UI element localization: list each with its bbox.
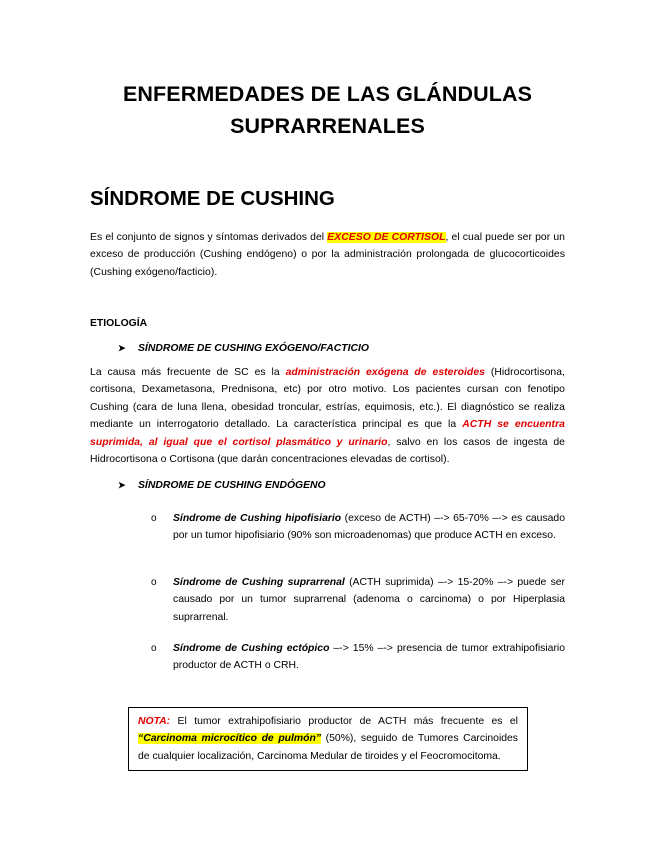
title-line-1: ENFERMEDADES DE LAS GLÁNDULAS bbox=[122, 82, 533, 106]
arrow-bullet-icon: ➤ bbox=[118, 343, 126, 353]
list-item-ectopico: Síndrome de Cushing ectópico –-> 15% –-> presencia de tumor extrahipofisiario productor de ACTH o CRH. bbox=[173, 643, 565, 672]
arrow-bullet-icon: ➤ bbox=[118, 480, 126, 490]
bullet-icon: o bbox=[151, 577, 157, 588]
exogeno-heading: ➤ SÍNDROME DE CUSHING EXÓGENO/FACTICIO bbox=[118, 343, 369, 354]
bullet-icon: o bbox=[151, 643, 157, 654]
section-heading: SÍNDROME DE CUSHING bbox=[90, 187, 335, 210]
title-line-2: SUPRARRENALES bbox=[230, 114, 425, 138]
exogeno-red-1: administración exógena de esteroides bbox=[285, 367, 485, 378]
etiologia-heading: ETIOLOGÍA bbox=[90, 318, 148, 329]
cortisol-highlight: EXCESO DE CORTISOL bbox=[327, 232, 446, 243]
exogeno-red-2: ACTH se encuentra suprimida, al igual que el cortisol plasmático y urinario bbox=[90, 419, 565, 448]
note-highlight: “Carcinoma microcítico de pulmón” bbox=[138, 733, 322, 745]
document-title bbox=[0, 78, 655, 142]
intro-paragraph: Es el conjunto de signos y síntomas derivados del EXCESO DE CORTISOL, el cual puede ser por un exceso de producción (Cushing endógeno) o por la administración prolongada de glucocorticoides (Cushing exógeno/facticio). bbox=[90, 232, 566, 278]
endogeno-heading: ➤ SÍNDROME DE CUSHING ENDÓGENO bbox=[118, 480, 326, 491]
bullet-icon: o bbox=[151, 513, 157, 524]
exogeno-paragraph: La causa más frecuente de SC es la administración exógena de esteroides (Hidrocortisona, cortisona, Dexametasona, Prednisona, etc) por otro motivo. Los pacientes cursan con fenotipo Cushing (cara de luna llena, obesidad troncular, estrías, equimosis, etc.). El diagnóstico se realiza mediante un interrogatorio detallado. La característica principal es que la ACTH se encuentra suprimida, al igual que el cortisol plasmático y urinario, salvo en los casos de ingesta de Hidrocortisona o Cortisona (que darán concentraciones elevadas de cortisol). bbox=[90, 367, 566, 466]
list-item-hipofisiario: Síndrome de Cushing hipofisiario (exceso de ACTH) –-> 65-70% –-> es causado por un tumor hipofisiario (90% son microadenomas) que produce ACTH en exceso. bbox=[173, 513, 565, 542]
note-label: NOTA: bbox=[138, 716, 171, 727]
note-box: NOTA: El tumor extrahipofisiario productor de ACTH más frecuente es el “Carcinoma microcítico de pulmón” (50%), seguido de Tumores Carcinoides de cualquier localización, Carcinoma Medular de tiroides y el Feocromocitoma. bbox=[128, 707, 528, 771]
list-item-suprarrenal: Síndrome de Cushing suprarrenal (ACTH suprimida) –-> 15-20% –-> puede ser causado por un tumor suprarrenal (adenoma o carcinoma) o por Hiperplasia suprarrenal. bbox=[173, 577, 566, 623]
